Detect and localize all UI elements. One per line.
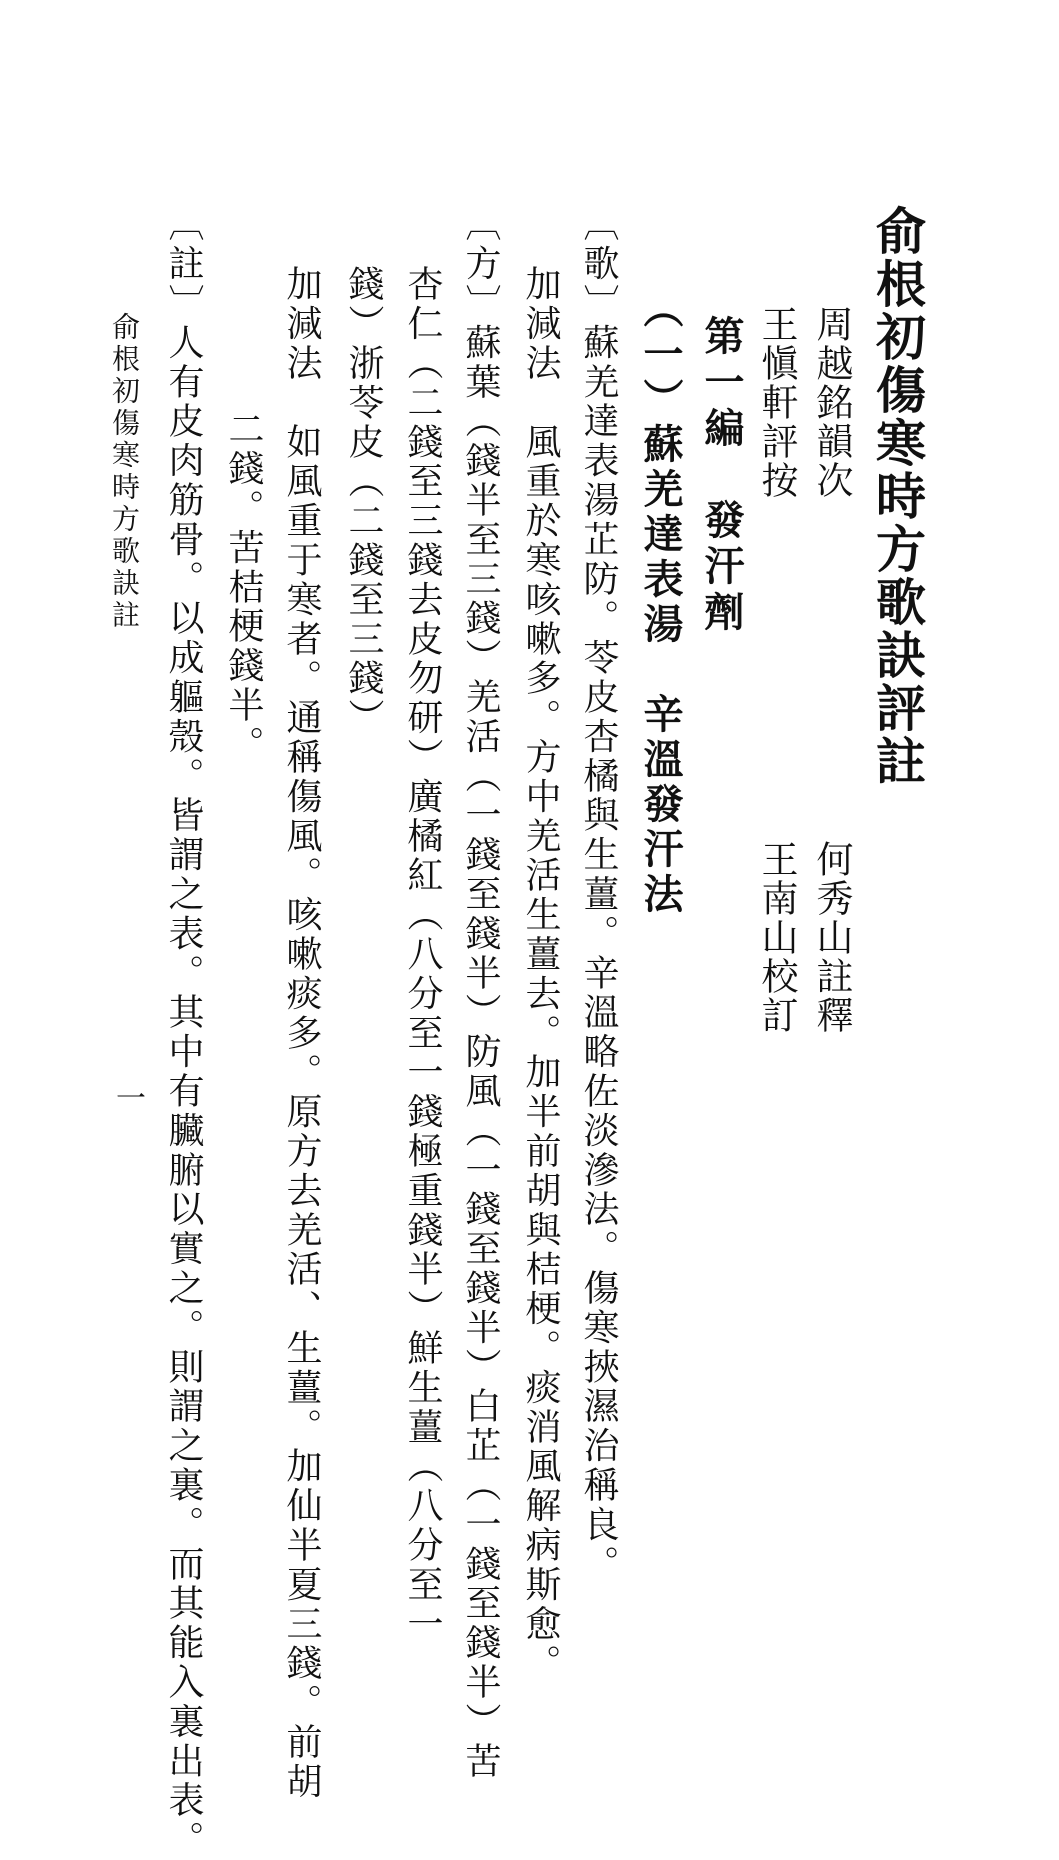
credit-editor: 王南山校訂 <box>755 840 798 1035</box>
body-line-modification: 加減法 風重於寒咳嗽多。方中羌活生薑去。加半前胡與桔梗。痰消風解病斯愈。 <box>520 265 561 1684</box>
section-heading: 第一編 發汗劑 <box>698 315 745 637</box>
book-title: 俞根初傷寒時方歌訣評註 <box>868 205 927 788</box>
credit-annotator: 何秀山註釋 <box>810 840 853 1035</box>
body-line-modification-2: 加減法 如風重于寒者。通稱傷風。咳嗽痰多。原方去羌活、生薑。加仙半夏三錢。前胡 <box>281 265 322 1802</box>
running-head: 俞根初傷寒時方歌訣註 <box>108 312 141 632</box>
body-line-formula-end: 錢）浙苓皮（二錢至三錢） <box>343 265 384 738</box>
credit-author: 周越銘韻次 <box>810 305 853 500</box>
body-line-annotation: 〔註〕人有皮肉筋骨。以成軀殼。皆謂之表。其中有臟腑以實之。則謂之裏。而其能入裏出表。 <box>163 205 204 1860</box>
credit-commentator: 王愼軒評按 <box>755 305 798 500</box>
body-line-song: 〔歌〕蘇羌達表湯芷防。苓皮杏橘與生薑。辛溫略佐淡滲法。傷寒挾濕治稱良。 <box>578 205 619 1584</box>
body-line-formula-cont: 杏仁（二錢至三錢去皮勿研）廣橘紅（八分至一錢極重錢半）鮮生薑（八分至一 <box>402 265 443 1644</box>
subsection-heading: （一）蘇羌達表湯 辛溫發汗法 <box>637 288 684 918</box>
body-line-formula: 〔方〕蘇葉（錢半至三錢）羌活（一錢至錢半）防風（一錢至錢半）白芷（一錢至錢半）苦 <box>460 205 501 1781</box>
body-line-modification-2-cont: 二錢。苦桔梗錢半。 <box>223 410 264 765</box>
page-number: 一 <box>110 1082 145 1112</box>
